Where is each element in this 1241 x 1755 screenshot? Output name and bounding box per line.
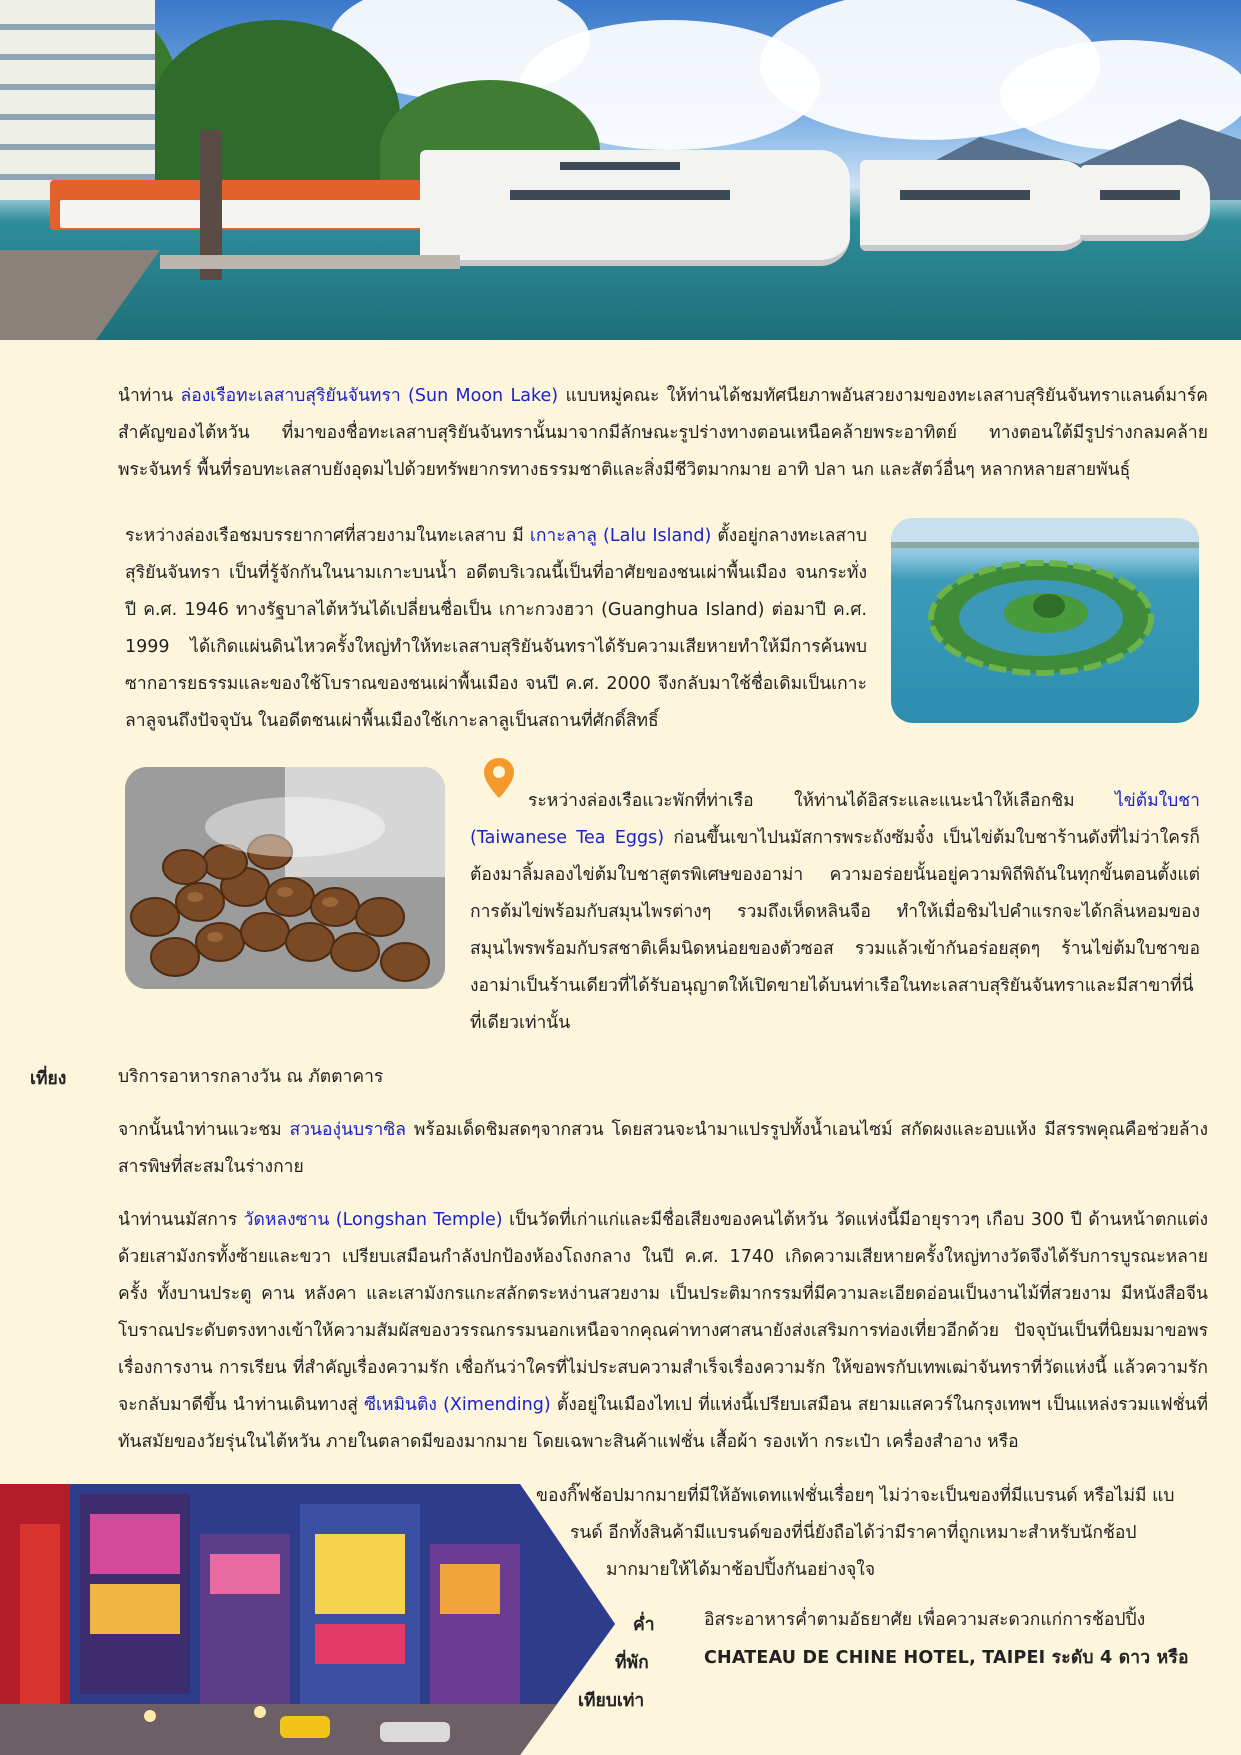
text-run: ระหว่างล่องเรือชมบรรยากาศที่สวยงามในทะเลสาบ มี [125,526,530,546]
sun-moon-lake-photo [0,0,1241,340]
longshan-temple-link: วัดหลงซาน (Longshan Temple) [243,1210,503,1230]
lunch-label: เที่ยง [30,1069,67,1089]
tea-eggs-photo [125,767,445,989]
lalu-island-paragraph [125,518,867,740]
dinner-label: ค่ำ [633,1615,655,1635]
hotel-text: CHATEAU DE CHINE HOTEL, TAIPEI ระดับ 4 ดาว หรือ [704,1648,1189,1668]
eggs-illustration [125,767,445,989]
text-run: จากนั้นนำท่านแวะชม [118,1120,290,1140]
grape-garden-paragraph [118,1112,1208,1186]
text-run: นำท่านนมัสการ [118,1210,244,1230]
text-run: แบบหมู่คณะ ให้ท่านได้ชมทัศนียภาพอันสวยงามของทะเลสาบสุริยันจันทราแลนด์มาร์คสำคัญของไต้หวัน ที่มาของชื่อทะเลสาบสุริยันจันทรานั้นมาจากมีลักษณะรูปร่างทางตอนเหนือคล้ายพระอาทิตย์ ทางตอนใต้มีรูปร่างกลมคล้ายพระจันทร์ พื้นที่รอบทะเลสาบยังอุดมไปด้วยทรัพยากรทางธรรมชาติและสิ่งมีชีวิตมากมาย อาทิ ปลา นก และสัตว์อื่นๆ หลากหลายสายพันธุ์ [118,386,1208,480]
lunch-text: บริการอาหารกลางวัน ณ ภัตตาคาร [118,1067,384,1087]
ximending-line-1: ของกิ๊ฟช้อปมากมายที่มีให้อัพเดทแฟชั่นเรื่อยๆ ไม่ว่าจะเป็นของที่มีแบรนด์ หรือไม่มี แบ [536,1486,1175,1506]
ximending-line-2: รนด์ อีกทั้งสินค้ามีแบรนด์ของที่นี่ยังถือได้ว่ามีราคาที่ถูกเหมาะสำหรับนักช้อป [570,1523,1137,1543]
ximending-photo [0,1484,615,1755]
text-run: ระหว่างล่องเรือแวะพักที่ท่าเรือ ให้ท่านได้อิสระและแนะนำให้เลือกชิม [528,791,1115,811]
ximending-line-3: มากมายให้ได้มาช้อปปิ้งกันอย่างจุใจ [606,1560,876,1580]
tea-eggs-link: ไข่ต้มใบชา (Taiwanese Tea Eggs) [470,791,1200,848]
lalu-island-link: เกาะลาลู (Lalu Island) [529,526,712,546]
hotel-label-equivalent: เทียบเท่า [578,1691,645,1711]
text-run: ก่อนขึ้นเขาไปนมัสการพระถังซัมจั๋ง เป็นไข่ต้มใบชาร้านดังที่ไม่ว่าใครก็ต้องมาลิ้มลองไข่ต้มใบชาสูตรพิเศษของอาม่า ความอร่อยนั้นอยู่ความพิถีพิถันในทุกขั้นตอนตั้งแต่การต้มไข่พร้อมกับสมุนไพรต่างๆ รวมถึงเห็ดหลินจือ ทำให้เมื่อชิมไปคำแรกจะได้กลิ่นหอมของสมุนไพรพร้อมกับรสชาติเค็มนิดหน่อยของตัวซอส รวมแล้วเข้ากันอร่อยสุดๆ ร้านไข่ต้มใบชาของอาม่าเป็นร้านเดียวที่ได้รับอนุญาตให้เปิดขายได้บนท่าเรือในทะเลสาบสุริยันจันทราและมีสาขาที่นี่ที่เดียวเท่านั้น [470,828,1200,1033]
city-illustration [0,1484,615,1755]
text-run: พร้อมเด็ดชิมสดๆจากสวน โดยสวนจะนำมาแปรรูปทั้งน้ำเอนไซม์ สกัดผงและอบแห้ง มีสรรพคุณคือช่วยล้างสารพิษที่สะสมในร่างกาย [118,1120,1208,1177]
text-run: นำท่าน [118,386,181,406]
lalu-island-photo [891,518,1199,723]
text-run: ตั้งอยู่ในเมืองไทเป ที่แห่งนี้เปรียบเสมือน สยามแสควร์ในกรุงเทพฯ เป็นแหล่งรวมแฟชั่นที่ทันสมัยของวัยรุ่นในไต้หวัน ภายในตลาดมีของมากมาย โดยเฉพาะสินค้าแฟชั่น เสื้อผ้า รองเท้า กระเป๋า เครื่องสำอาง หรือ [118,1395,1209,1452]
sun-moon-lake-paragraph [118,378,1208,489]
text-run: เป็นวัดที่เก่าแก่และมีชื่อเสียงของคนไต้หวัน วัดแห่งนี้มีอายุราวๆ เกือบ 300 ปี ด้านหน้าตกแต่งด้วยเสามังกรทั้งซ้ายและขวา เปรียบเสมือนกำลังปกป้องห้องโถงกลาง ในปี ค.ศ. 1740 เกิดความเสียหายครั้งใหญ่ทางวัดจึงได้รับการบูรณะหลายครั้ง ทั้งบานประตู คาน หลังคา และเสามังกรแกะสลักตระหง่านสวยงาม เป็นประติมากรรมที่มีความละเอียดอ่อนเป็นงานไม้ที่สวยงาม มีหนังสือจีนโบราณประดับตรงทางเข้าให้ความสัมผัสของวรรณกรรมนอกเหนือจากคุณค่าทางศาสนายังส่งเสริมการท่องเที่ยวอีกด้วย ปัจจุบันเป็นที่นิยมมาขอพรเรื่องการงาน การเรียน ที่สำคัญเรื่องความรัก เชื่อกันว่าใครที่ไม่ประสบความสำเร็จเรื่องความรัก ให้ขอพรกับเทพเฒ่าจันทราที่วัดแห่งนี้ แล้วความรักจะกลับมาดีขึ้น นำท่านเดินทางสู่ [118,1210,1208,1415]
ximending-link: ซีเหมินติง (Ximending) [364,1395,551,1415]
dinner-text: อิสระอาหารค่ำตามอัธยาศัย เพื่อความสะดวกแก่การช้อปปิ้ง [704,1610,1146,1630]
text-run: ตั้งอยู่กลางทะเลสาบสุริยันจันทรา เป็นที่รู้จักกันในนามเกาะบนน้ำ อดีตบริเวณนี้เป็นที่อาศัยของชนเผ่าพื้นเมือง จนกระทั่งปี ค.ศ. 1946 ทางรัฐบาลไต้หวันได้เปลี่ยนชื่อเป็น เกาะกวงฮวา (Guanghua Island) ต่อมาปี ค.ศ. 1999 ได้เกิดแผ่นดินไหวครั้งใหญ่ทำให้ทะเลสาบสุริยันจันทราได้รับความเสียหายทำให้มีการค้นพบซากอารยธรรมและของใช้โบราณของชนเผ่าพื้นเมือง จนปี ค.ศ. 2000 จึงกลับมาใช้ชื่อเดิมเป็นเกาะลาลูจนถึงปัจจุบัน ในอดีตชนเผ่าพื้นเมืองใช้เกาะลาลูเป็นสถานที่ศักดิ์สิทธิ์ [125,526,868,731]
sun-moon-lake-link: ล่องเรือทะเลสาบสุริยันจันทรา (Sun Moon Lake) [180,386,559,406]
tea-eggs-paragraph [470,783,1200,1042]
hotel-label: ที่พัก [615,1653,649,1673]
island-illustration [891,518,1199,723]
grape-garden-link: สวนองุ่นบราซิล [289,1120,406,1140]
longshan-temple-paragraph [118,1202,1208,1461]
